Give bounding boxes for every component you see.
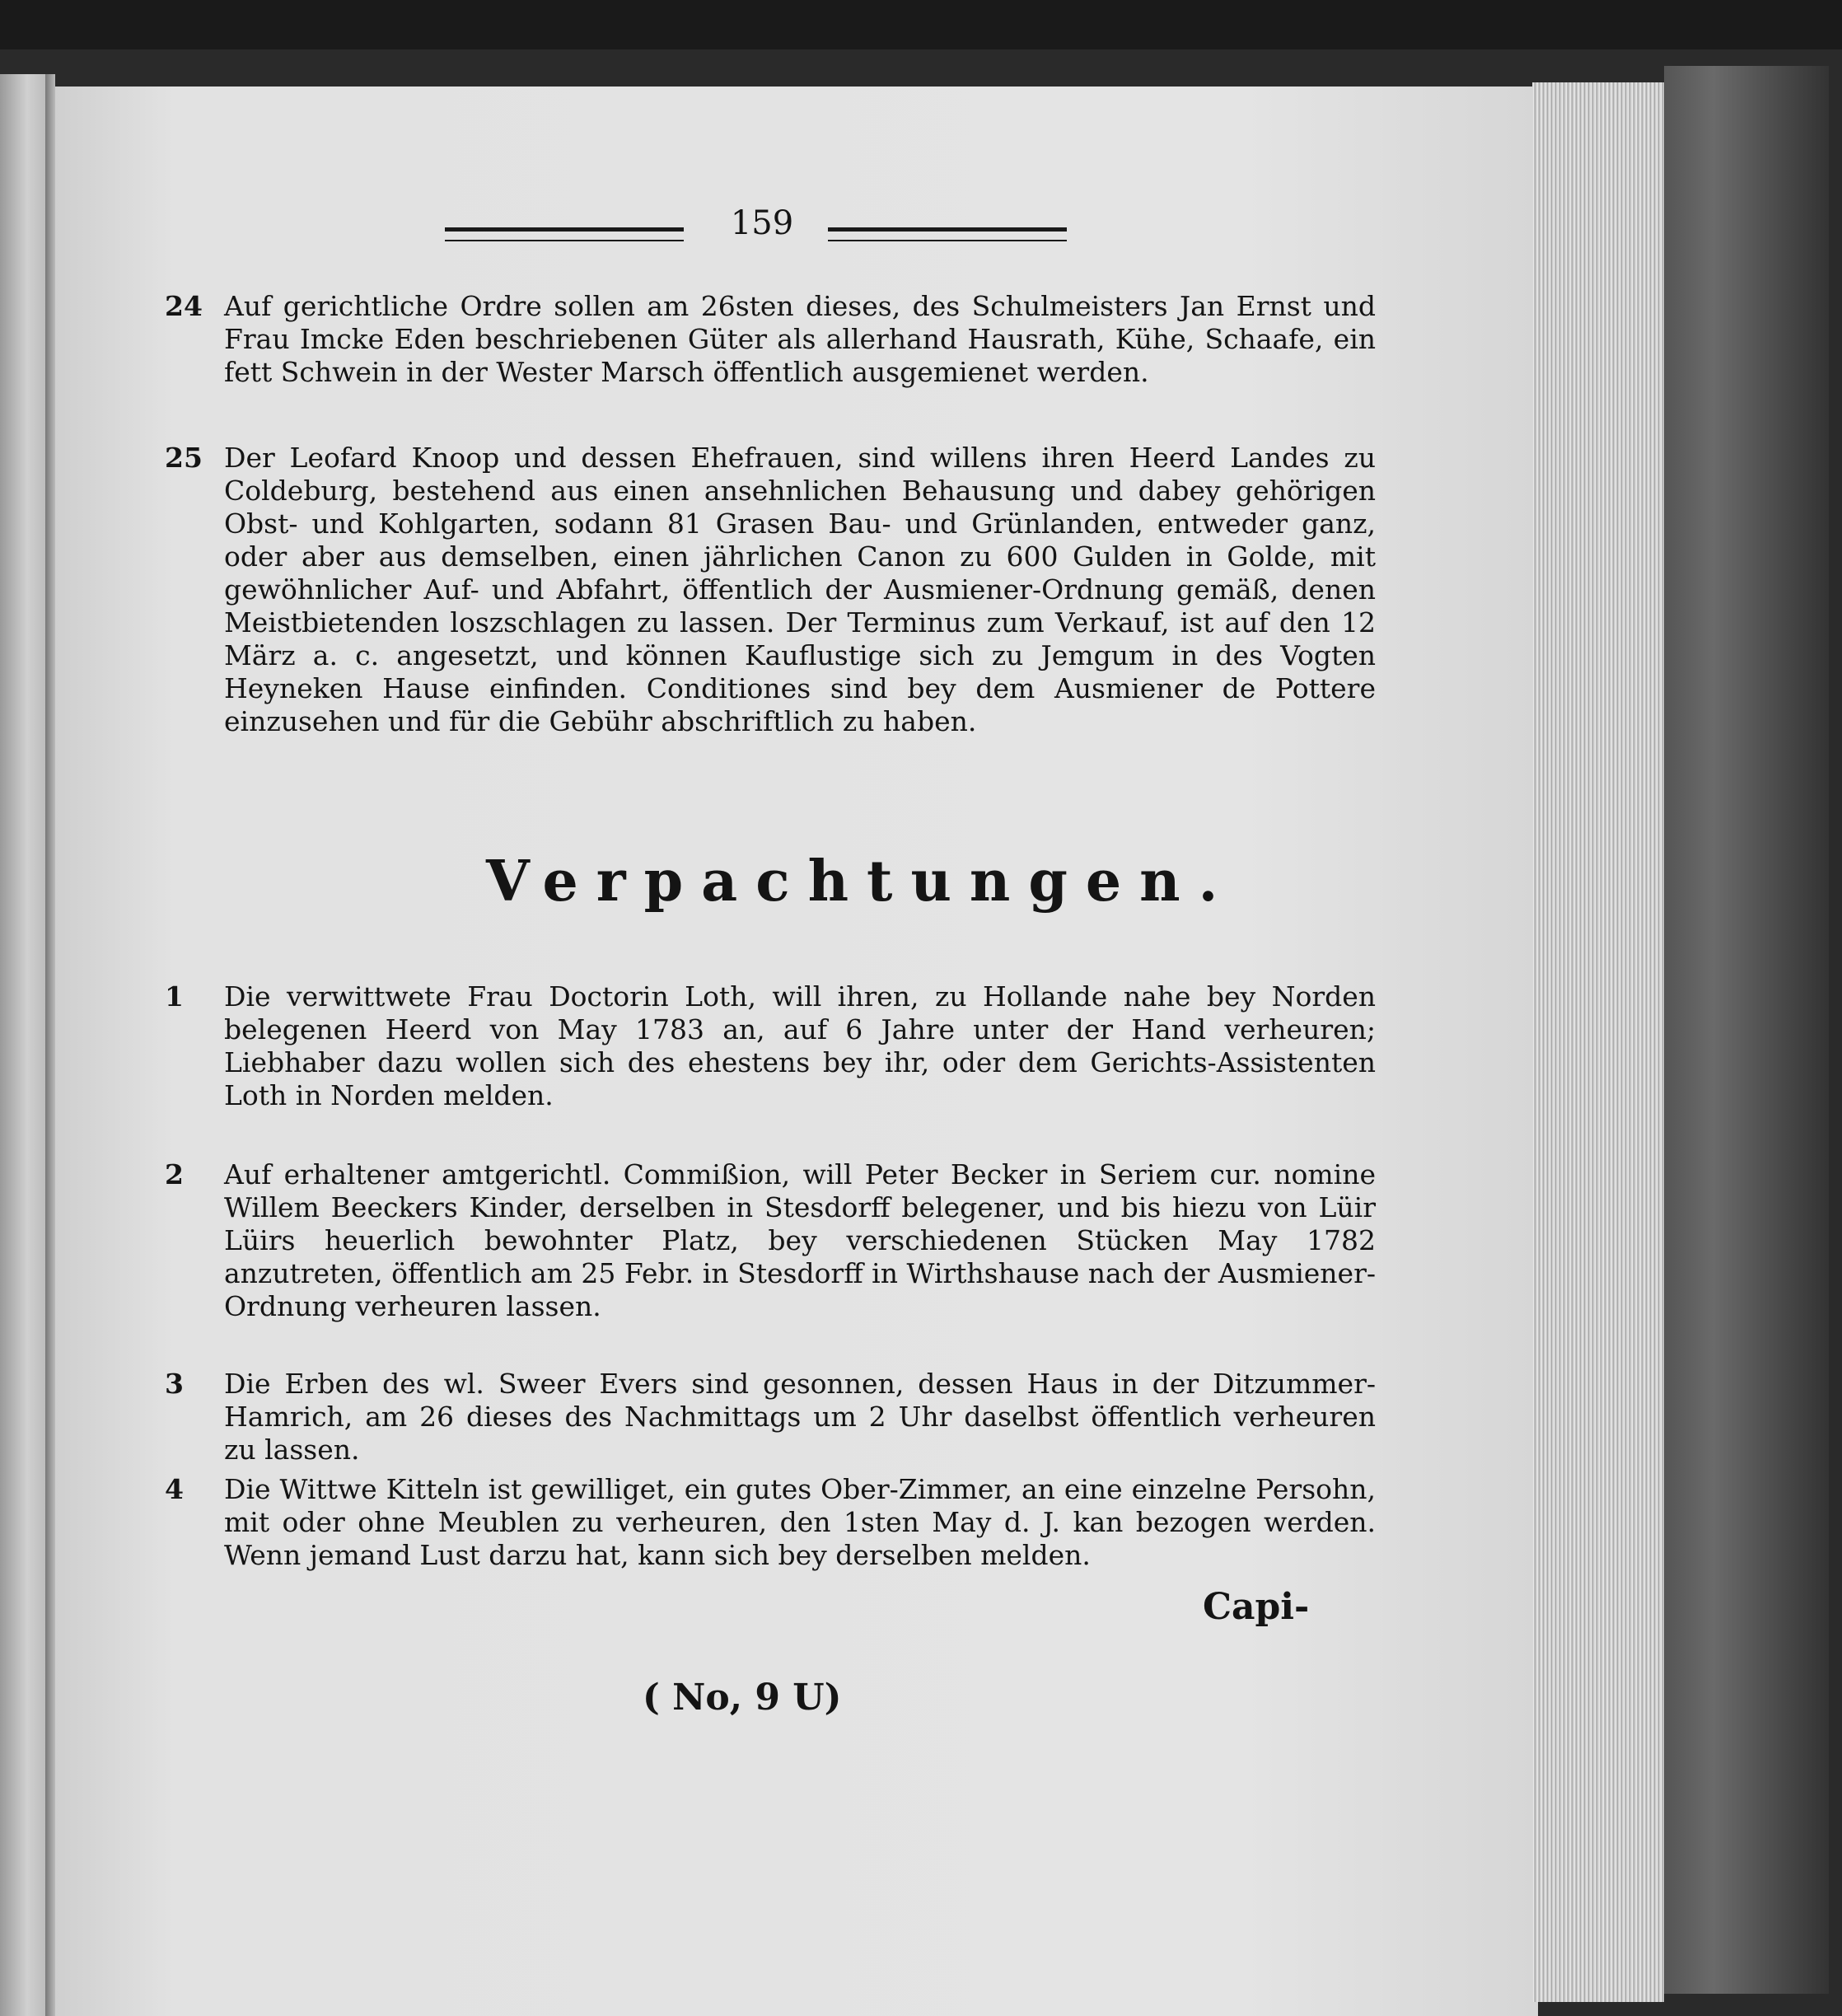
- entry-number: 3: [165, 1368, 184, 1400]
- entry-text: Die verwittwete Frau Doctorin Loth, will ihren, zu Hollande nahe bey Norden belegenen Heerd von May 1783 an, auf 6 Jahre unter der Hand verheuren; Liebhaber dazu wollen sich des ehestens bey ihr, oder dem Gerichts-Assistenten Loth in Norden melden.: [224, 980, 1376, 1111]
- entry-1: [165, 980, 1376, 1112]
- section-title: Verpachtungen.: [486, 849, 1237, 914]
- entry-text: Der Leofard Knoop und dessen Ehefrauen, sind willens ihren Heerd Landes zu Coldeburg, bestehend aus einen ansehnlichen Behausung und dabey gehörigen Obst- und Kohlgarten, sodann 81 Grasen Bau- und Grünlanden, entweder ganz, oder aber aus demselben, einen jährlichen Canon zu 600 Gulden in Golde, mit gewöhnlicher Auf- und Abfahrt, öffentlich der Ausmiener-Ordnung gemäß, denen Meistbietenden loszschlagen zu lassen. Der Terminus zum Verkauf, ist auf den 12 März a. c. angesetzt, und können Kauflustige sich zu Jemgum in des Vogten Heyneken Hause einfinden. Conditiones sind bey dem Ausmiener de Pottere einzusehen und für die Gebühr abschriftlich zu haben.: [224, 442, 1376, 737]
- book-spine: [1664, 66, 1829, 1994]
- entry-text: Auf erhaltener amtgerichtl. Commißion, will Peter Becker in Seriem cur. nomine Willem Beeckers Kinder, derselben in Stesdorff belegener, und bis hiezu von Lüir Lüirs heuerlich bewohnter Platz, bey verschiedenen Stücken May 1782 anzutreten, öffentlich am 25 Febr. in Stesdorff in Wirthshause nach der Ausmiener-Ordnung verheuren lassen.: [224, 1158, 1376, 1322]
- entry-3: [165, 1368, 1376, 1466]
- entry-number: 2: [165, 1158, 184, 1190]
- entry-4: [165, 1473, 1376, 1572]
- entry-2: [165, 1158, 1376, 1323]
- entry-text: Die Erben des wl. Sweer Evers sind gesonnen, dessen Haus in der Ditzummer-Hamrich, am 26 dieses des Nachmittags um 2 Uhr daselbst öffentlich verheuren zu lassen.: [224, 1368, 1376, 1466]
- entry-25: [165, 442, 1376, 738]
- gutter: [45, 74, 55, 2016]
- header-rule-left: [445, 227, 684, 241]
- entry-number: 4: [165, 1473, 184, 1505]
- entry-number: 1: [165, 980, 184, 1013]
- page-edges: [1532, 82, 1664, 2002]
- page-number: 159: [730, 204, 794, 242]
- page-header: [445, 204, 1071, 254]
- entry-text: Auf gerichtliche Ordre sollen am 26sten dieses, des Schulmeisters Jan Ernst und Frau Imcke Eden beschriebenen Güter als allerhand Hausrath, Kühe, Schaafe, ein fett Schwein in der Wester Marsch öffentlich ausgemienet werden.: [224, 290, 1376, 388]
- entry-text: Die Wittwe Kitteln ist gewilliget, ein gutes Ober-Zimmer, an eine einzelne Persohn, mit oder ohne Meublen zu verheuren, den 1sten May d. J. kan bezogen werden. Wenn jemand Lust darzu hat, kann sich bey derselben melden.: [224, 1473, 1376, 1571]
- signature-mark: ( No, 9 U): [643, 1677, 842, 1719]
- catchword: Capi-: [1203, 1586, 1310, 1628]
- entry-number: 25: [165, 442, 203, 474]
- left-page-edge: [0, 74, 45, 2016]
- header-rule-right: [828, 227, 1067, 241]
- entry-number: 24: [165, 290, 203, 322]
- entry-24: [165, 290, 1376, 389]
